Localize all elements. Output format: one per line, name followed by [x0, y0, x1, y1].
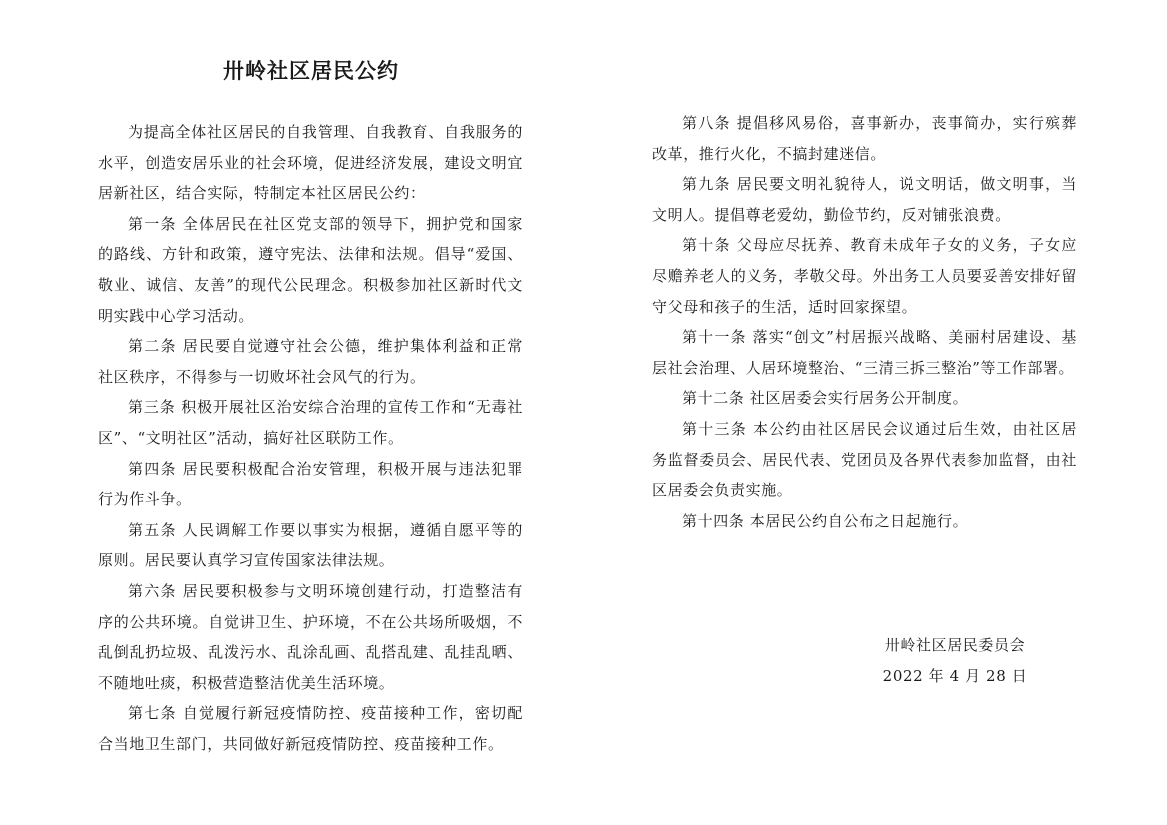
document-title: 卅岭社区居民公约: [223, 59, 399, 83]
article-4: 第四条 居民要积极配合治安管理，积极开展与违法犯罪行为作斗争。: [98, 459, 523, 509]
article-9: 第九条 居民要文明礼貌待人，说文明话，做文明事，当文明人。提倡尊老爱幼，勤俭节约，反对铺张浪费。: [652, 175, 1077, 224]
signature-date: 2022 年 4 月 28 日: [882, 666, 1028, 685]
signature-organization: 卅岭社区居民委员会: [884, 636, 1026, 654]
article-6: 第六条 居民要积极参与文明环境创建行动，打造整洁有序的公共环境。自觉讲卫生、护环境，不在公共场所吸烟，不乱倒乱扔垃圾、乱泼污水、乱涂乱画、乱搭乱建、乱挂乱晒、不随地吐痰，积极营造整洁优美生活环境。: [98, 581, 523, 692]
article-13: 第十三条 本公约由社区居民会议通过后生效，由社区居务监督委员会、居民代表、党团员及各界代表参加监督，由社区居委会负责实施。: [652, 419, 1077, 500]
right-column: [652, 108, 1077, 536]
article-5: 第五条 人民调解工作要以事实为根据，遵循自愿平等的原则。居民要认真学习宣传国家法律法规。: [98, 520, 523, 570]
article-10: 第十条 父母应尽抚养、教育未成年子女的义务，子女应尽赡养老人的义务，孝敬父母。外出务工人员要妥善安排好留守父母和孩子的生活，适时回家探望。: [652, 236, 1077, 316]
article-2: 第二条 居民要自觉遵守社会公德，维护集体利益和正常社区秩序，不得参与一切败坏社会风气的行为。: [98, 337, 523, 386]
article-14: 第十四条 本居民公约自公布之日起施行。: [682, 511, 969, 530]
left-column: [98, 117, 523, 759]
article-3: 第三条 积极开展社区治安综合治理的宣传工作和“无毒社区”、“文明社区”活动，搞好社区联防工作。: [98, 398, 523, 447]
article-1: 第一条 全体居民在社区党支部的领导下，拥护党和国家的路线、方针和政策，遵守宪法、法律和法规。倡导“爱国、敬业、诚信、友善”的现代公民理念。积极参加社区新时代文明实践中心学习活动。: [98, 214, 523, 325]
article-11: 第十一条 落实“创文”村居振兴战略、美丽村居建设、基层社会治理、人居环境整治、“三清三拆三整治”等工作部署。: [652, 328, 1077, 377]
article-12: 第十二条 社区居委会实行居务公开制度。: [682, 389, 969, 408]
signature-block: [860, 630, 1050, 691]
article-7: 第七条 自觉履行新冠疫情防控、疫苗接种工作，密切配合当地卫生部门，共同做好新冠疫情防控、疫苗接种工作。: [98, 704, 523, 753]
preamble-paragraph: 为提高全体社区居民的自我管理、自我教育、自我服务的水平，创造安居乐业的社会环境，促进经济发展，建设文明宜居新社区，结合实际，特制定本社区居民公约：: [98, 123, 523, 203]
article-8: 第八条 提倡移风易俗，喜事新办，丧事简办，实行殡葬改革，推行火化，不搞封建迷信。: [652, 114, 1077, 163]
